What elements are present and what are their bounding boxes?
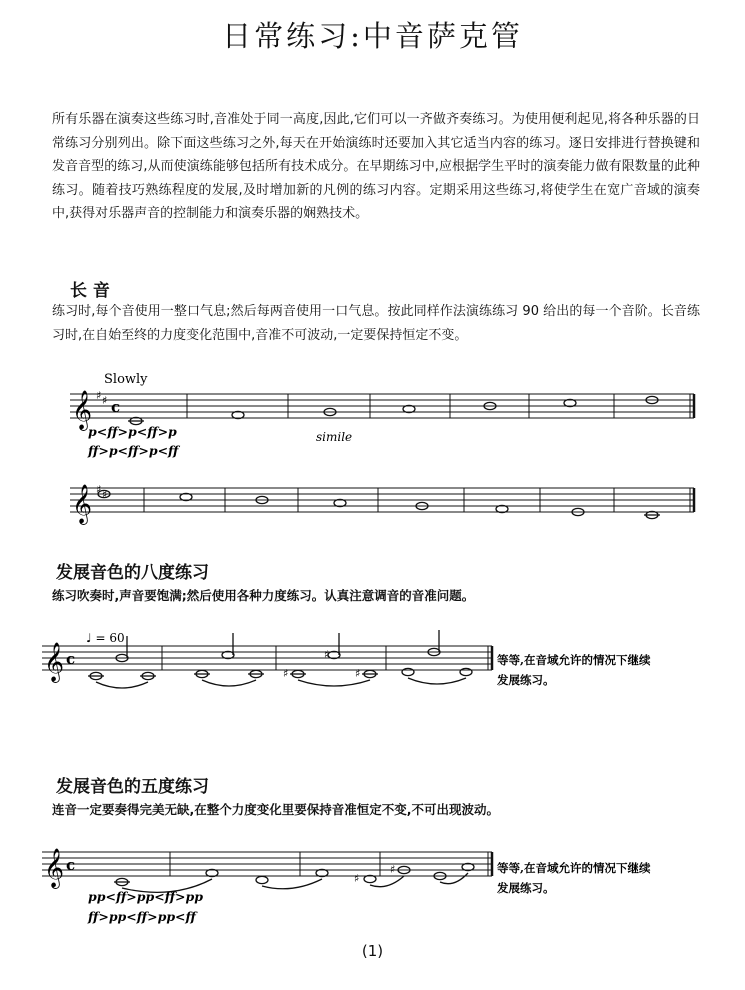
octave-score	[0, 625, 745, 705]
long-tones-heading: 长 音	[70, 281, 110, 301]
sharp-accidental: ♯	[354, 872, 360, 885]
whole-notes-row-2	[98, 490, 660, 518]
fifth-text: 连音一定要奏得完美无缺,在整个力度变化里要保持音准恒定不变,不可出现波动。	[52, 802, 499, 817]
time-signature-c: c	[66, 650, 76, 668]
sharp-accidental: ♯	[283, 667, 289, 680]
page-number: (1)	[361, 942, 384, 960]
time-signature-c: c	[111, 398, 121, 416]
fifth-score	[0, 840, 745, 930]
treble-clef-icon: 𝄞	[72, 484, 93, 524]
simile-marking: simile	[316, 430, 353, 444]
key-signature-sharp: ♯	[102, 394, 108, 407]
continue-note-line-2: 发展练习。	[497, 673, 555, 687]
treble-clef-icon: 𝄞	[44, 848, 65, 888]
octave-notes	[88, 630, 472, 688]
key-signature-sharp: ♯	[102, 488, 108, 501]
treble-clef-icon: 𝄞	[72, 390, 93, 430]
dynamics-line-1: pp<ff>pp<ff>pp	[88, 889, 204, 904]
tempo-mark: ♩ = 60	[86, 631, 125, 645]
staff-3	[42, 646, 492, 670]
sharp-accidental: ♯	[390, 863, 396, 876]
intro-paragraph: 所有乐器在演奏这些练习时,音准处于同一高度,因此,它们可以一齐做齐奏练习。为使用便利起见,将各种乐器的日常练习分别列出。除下面这些练习之外,每天在开始演练时还要加入其它适当内容的练习。逐日安排进行替换键和发音音型的练习,从而使演练能够包括所有技术成分。在早期练习中,应根据学生平时的演奏能力做有限数量的此种练习。随着技巧熟练程度的发展,及时增加新的凡例的练习内容。定期采用这些练习,将使学生在宽广音域的演奏中,获得对乐器声音的控制能力和演奏乐器的娴熟技术。	[52, 112, 700, 221]
staff-2	[70, 488, 694, 512]
continue-note-line-1: 等等,在音域允许的情况下继续	[497, 653, 651, 667]
key-signature-sharp: ♯	[96, 389, 102, 402]
time-signature-c: c	[66, 856, 76, 874]
dynamics-line-1: p<ff>p<ff>p	[88, 424, 177, 439]
long-tones-text: 练习时,每个音使用一整口气息;然后每两音使用一口气息。按此同样作法演练练习 90 给出的每一个音阶。长音练习时,在自始至终的力度变化范围中,音准不可波动,一定要保持恒定不变。	[52, 304, 700, 343]
fifth-heading: 发展音色的五度练习	[56, 777, 209, 797]
octave-heading: 发展音色的八度练习	[56, 563, 209, 583]
staff-4	[42, 852, 492, 876]
continue-note-line-1: 等等,在音域允许的情况下继续	[497, 861, 651, 875]
staff-1	[70, 394, 694, 418]
long-tones-score	[0, 362, 745, 532]
sharp-accidental: ♯	[355, 667, 361, 680]
sharp-accidental: ♯	[324, 648, 330, 661]
octave-text: 练习吹奏时,声音要饱满;然后使用各种力度练习。认真注意调音的音准问题。	[52, 588, 475, 603]
dynamics-line-2: ff>p<ff>p<ff	[88, 443, 179, 458]
continue-note-line-2: 发展练习。	[497, 881, 555, 895]
tempo-slowly: Slowly	[104, 372, 148, 387]
whole-notes-row-1	[128, 396, 658, 424]
key-signature-sharp: ♯	[96, 483, 102, 496]
page-title: 日常练习:中音萨克管	[222, 19, 523, 53]
dynamics-line-2: ff>pp<ff>pp<ff	[88, 909, 196, 924]
treble-clef-icon: 𝄞	[44, 642, 65, 682]
